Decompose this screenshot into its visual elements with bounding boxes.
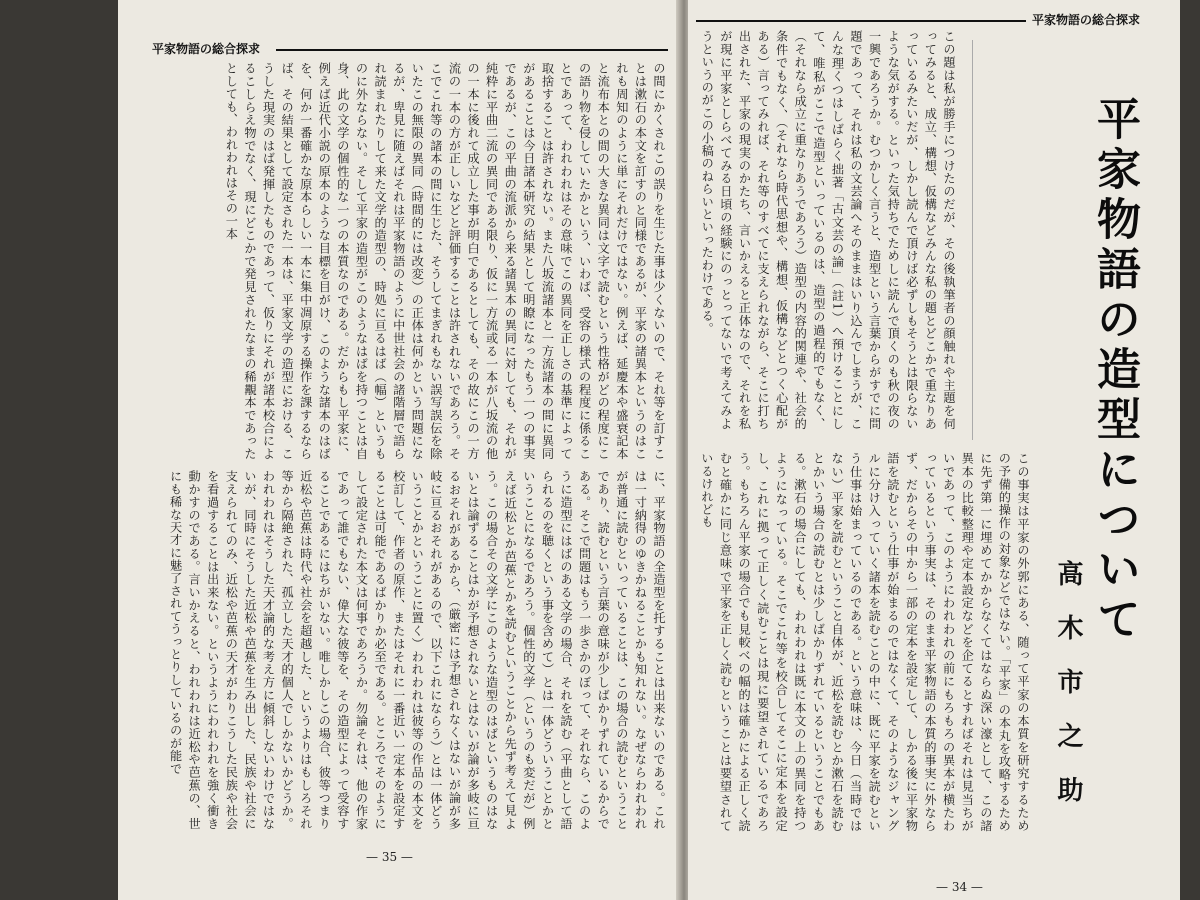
running-header: 平家物語の総合探求 (1032, 13, 1141, 27)
body-text-upper: の間にかくされこの誤りを生じた事は少くないので、それ等を訂すことは漱石の本文を訂すのと同様であるが、平家の諸異本というのはこれも周知のように単にそれだけではない。例えば、延慶本や盛衰記本と流布本との間の大きな異同は文字で読むという性格がどの程度にこの語り物を侵していたかという、いわば、受容の様式の程度に係ることであって、われわれはその意味でこの異同を正しさの基準によって取捨することは許されない。また八坂流諸本と一方流諸本の間に異同があることは今日諸本研究の結果として明瞭になったもう一つの事実であるが、この平曲の流派から来る諸異本の異同に対しても、それが純粋に平曲二流の異同である限り、仮に一方流或る一本が八坂流の他の一本に後れて成立した事が明白であるとしても、その故にこの一方流の一本の方が正しいなどと評価することは許されないであろう。そこでこれ等の諸本の間に生じた、そうしてまぎれもない誤写誤伝を除いたこの無限の異同（時間的には改変）の正体は何かという問題になるが、卑見に随えばそれは平家物語のように中世社会の諸階層で語られ読まれたりして来た文学的造型の、時処に亘るはば（幅）というものに外ならない。そして平家の造型がこのようなはばを持つことは自身、此の文学の個性的な一つの本質なのである。だからもし平家に、例えば近代小説の原本のような目標を目がけ、このような諸本のはばを、何か一番確かな原本らしい一本に集中凋原する操作を課するならば、その結果として設定された一本は、平家文学の造型における、こうした現実のはば発揮したものであって、仮りにそれが諸本校合によるこしらえ物でなく、現にどこかで発見されたなまの稀覯本であったとしても、われわれはその一本 (224, 62, 666, 460)
author-name: 高木市之助 (1053, 560, 1083, 830)
body-text-upper: この題は私が勝手につけたのだが、その後執筆者の顔触れや主題を伺ってみると、成立、構想、仮構などみんな私の題とどこかで重なりあっているみたいだが、しかし読んで頂けば必ずしもそうとは限らないような気がする。といった気持ちでためしに読んで頂くのも秋の夜の一興であろうか。むつかしく言うと、造型という言葉からがすでに問題であって、それは私の文芸論へそのままはいり込んでしまうが、こんな理くつはしばらく拙著「古文芸の論」（註1）へ預けることにして、唯私がここで造型といっているのは、造型の過程的でもなく、（それなら成立に重なりあうであろう）造型の内容的関連や、社会的条件でもなく、（それなら時代思想や、構想、仮構などとつく心配がある）言ってみれば、それ等のすべてに支えられながら、そこに打ち出された、平家の現実のかたち、言いかえると正体なので、それを私が現に平家としらべてみる日頃の経験にのっとってないで考えてみようというのがこの小稿のねらいといったわけである。 (700, 30, 956, 430)
header-rule (696, 20, 1026, 22)
article-title: 平家物語の造型について (1089, 96, 1140, 646)
body-text-lower: に、平家物語の全造型を托することは出来ないのである。これは一寸納得のゆきかねることかも知れない。なぜならわれわれが普通に読むといっていることは、この場合の読むということであり、読むという言葉の意味が少しばかりずれているからである。そこで問題はもう一歩さかのぼって、それなら、このように造型にはばのある文学の場合、それを読む（平曲として語られるのを聴くという事を含めて）とは一体どういうことかということになるであろう。個性的文学（というのも変だが）例えば近松とか芭蕉とかを読むということから先ず考えて見よう。この場合その文学にこのような造型のはばというものはないとは論ずることはかが予想されないとはないが論が多岐に亘るおそれがあるから、（厳密には予想されなくはないが論が多岐に亘るおそれがあるので、以下これにならう）とは一体どういうことかということに置く）われわれは彼等の作品の本文を校訂して、作者の原作、またはそれに一番近い一定本を設定することは可能であるばかりか必至である。ところでそのようにして設定された本文は何事であろうか。勿論それは、他の作家であって誰でもない、偉大な彼等を、その造型によって受容することであるにはちがいない。唯しかしこの場合、彼等つまり近松や芭蕉は時代や社会を超越した、というよりはもしろそれ等から隔絶された、孤立した天才的個人でしかないかどうか。われわれはそうした天才論的な考え方に傾斜しないわけではないが、同時にそうした近松や芭蕉を生み出した、民族や社会に支えられてのみ、近松や芭蕉の天才がわりこうした民族や社会を看過することは出来ない。というようにわれわれを強く衝き動かすのである。言いかえると、われわれは近松や芭蕉の、世にも稀な天才に魅了されてうっとりしているのが能で (168, 470, 666, 830)
header-rule (276, 49, 668, 51)
left-page (118, 0, 681, 900)
page-number: — 34 — (936, 880, 983, 894)
title-divider (972, 40, 973, 440)
running-header: 平家物語の総合探求 (152, 42, 261, 56)
page-number: — 35 — (366, 850, 413, 864)
right-page (688, 0, 1180, 900)
body-text-lower: この事実は平家の外郭にある、随って平家の本質を研究するための予備的操作の対象などではない。「平家」の本丸を攻略するために先ず第一に埋めてかからなくてはならぬ深い濠として、この諸異本の比較整理や定本設定などを企てるとすればそれは見当ちがいであって、このようにわれわれの前にもろもろの異本が横たわっているという事実は、そのまま平家物語の本質的事実に外ならず、だからその中から一部の定本を設定して、しかる後に平家物語を読むという仕事が始まるのではなくて、そのようなジャングルに分け入っていく諸本を読むことの中に、既に平家を読むという仕事は始まっているのである。という意味は、今日（当時ではない）平家を読むということ自体が、近松を読むとか漱石を読むとかいう場合の読むとは少しばかりずれているということでもある。漱石の場合にしても、われわれは既に本文の上の異同を持つようになっている。そこでこれ等を校合してそこに定本を設定し、これに拠って正しく読むことは現に要望されているであろう。もちろん平家の場合でも見較べの幅的は確かによる正しく読むと確かに同じ意味で平家を正しく読むということは要望されているけれども (699, 452, 1030, 832)
